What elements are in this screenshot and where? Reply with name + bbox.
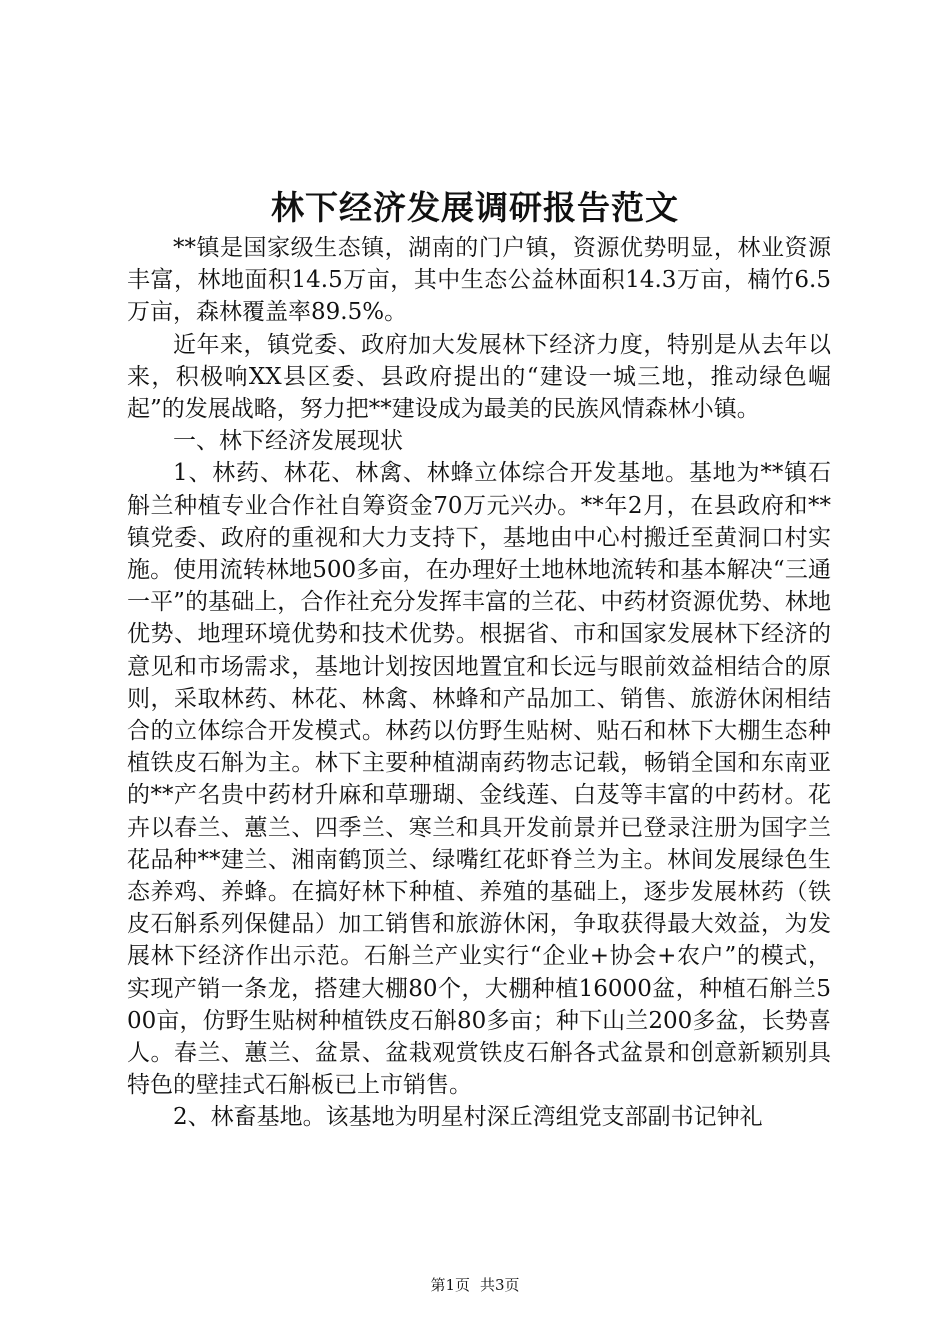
- page-total: 共3页: [480, 1276, 520, 1294]
- paragraph-intro: **镇是国家级生态镇，湖南的门户镇，资源优势明显，林业资源丰富，林地面积14.5万亩，其中生态公益林面积14.3万亩，楠竹6.5万亩，森林覆盖率89.5%。: [127, 235, 831, 326]
- document-body: [127, 232, 831, 1134]
- paragraph-base-1: 1、林药、林花、林禽、林蜂立体综合开发基地。基地为**镇石斛兰种植专业合作社自筹资金70万元兴办。**年2月，在县政府和**镇党委、政府的重视和大力支持下，基地由中心村搬迁至黄洞口村实施。使用流转林地500多亩，在办理好土地林地流转和基本解决“三通一平”的基础上，合作社充分发挥丰富的兰花、中药材资源优势、林地优势、地理环境优势和技术优势。根据省、市和国家发展林下经济的意见和市场需求，基地计划按因地置宜和长远与眼前效益相结合的原则，采取林药、林花、林禽、林蜂和产品加工、销售、旅游休闲相结合的立体综合开发模式。林药以仿野生贴树、贴石和林下大棚生态种植铁皮石斛为主。林下主要种植湖南药物志记载，畅销全国和东南亚的**产名贵中药材升麻和草珊瑚、金线莲、白芨等丰富的中药材。花卉以春兰、蕙兰、四季兰、寒兰和具开发前景并已登录注册为国字兰花品种**建兰、湘南鹤顶兰、绿嘴红花虾脊兰为主。林间发展绿色生态养鸡、养蜂。在搞好林下种植、养殖的基础上，逐步发展林药（铁皮石斛系列保健品）加工销售和旅游休闲，争取获得最大效益，为发展林下经济作出示范。石斛兰产业实行“企业+协会+农户”的模式，实现产销一条龙，搭建大棚80个，大棚种植16000盆，种植石斛兰500亩，仿野生贴树种植铁皮石斛80多亩；种下山兰200多盆，长势喜人。春兰、蕙兰、盆景、盆栽观赏铁皮石斛各式盆景和创意新颖别具特色的壁挂式石斛板已上市销售。: [127, 460, 831, 1099]
- page-number: 第1页: [430, 1276, 470, 1294]
- section-heading: 一、林下经济发展现状: [173, 428, 403, 455]
- document-title: 林下经济发展调研报告范文: [271, 188, 679, 227]
- page-footer: [0, 1275, 950, 1295]
- paragraph-background: 近年来，镇党委、政府加大发展林下经济力度，特别是从去年以来，积极响XX县区委、县政府提出的“建设一城三地，推动绿色崛起”的发展战略，努力把**建设成为最美的民族风情森林小镇。: [127, 331, 831, 423]
- paragraph-base-2: 2、林畜基地。该基地为明星村深丘湾组党支部副书记钟礼: [173, 1104, 763, 1131]
